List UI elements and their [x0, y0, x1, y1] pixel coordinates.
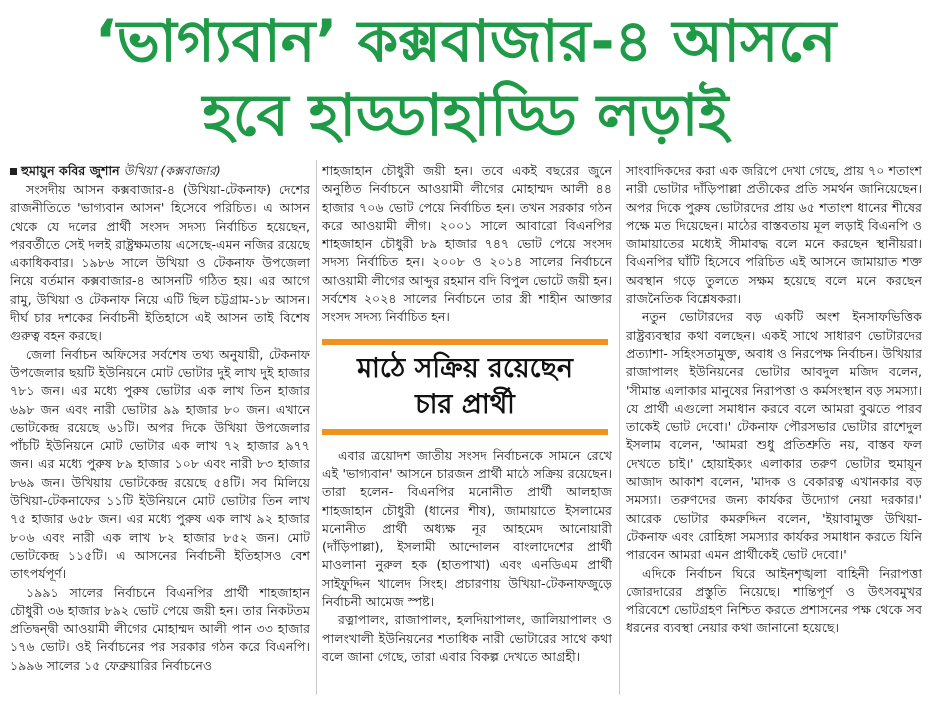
paragraph: জেলা নির্বাচন অফিসের সর্বশেষ তথ্য অনুযায়ী, টেকনাফ উপজেলার ছয়টি ইউনিয়নে মোট ভোটার দুই লাখ দুই হাজার ৭৮১ জন। এর মধ্যে পুরুষ ভোটার এক লাখ তিন হাজার ৬৯৮ জন এবং নারী ভোটার ৯৯ হাজার ৮০ জন। এখানে ভোটকেন্দ্র রয়েছে ৬১টি। অপর দিকে উখিয়া উপজেলার পাঁচটি ইউনিয়নে মোট ভোটার এক লাখ ৭২ হাজার ৯৭৭ জন। এর মধ্যে পুরুষ ৮৯ হাজার ১০৮ এবং নারী ৮৩ হাজার ৮৬৯ জন। উখিয়ায় ভোটকেন্দ্র রয়েছে ৫৪টি। সব মিলিয়ে উখিয়া-টেকনাফের ১১টি ইউনিয়নে মোট ভোটার তিন লাখ ৭৫ হাজার ৬৫৮ জন। এর মধ্যে পুরুষ এক লাখ ৯২ হাজার ৮০৬ এবং নারী এক লাখ ৮২ হাজার ৮৫২ জন। মোট ভোটকেন্দ্র ১১৫টি। এ আসনের নির্বাচনী ইতিহাসও বেশ তাৎপর্যপূর্ণ। — [10, 346, 310, 582]
headline-line-2: হবে হাড্ডাহাড্ডি লড়াই — [202, 81, 729, 149]
paragraph: সংসদীয় আসন কক্সবাজার-৪ (উখিয়া-টেকনাফ) দেশের রাজনীতিতে 'ভাগ্যবান আসন' হিসেবে পরিচিত। এ আসন থেকে যে দলের প্রার্থী সংসদ সদস্য নির্বাচিত হয়েছেন, পরবর্তীতে সেই দলই রাষ্ট্রক্ষমতায় এসেছে-এমন নজির রয়েছে একাধিকবার। ১৯৮৬ সালে উখিয়া ও টেকনাফ উপজেলা নিয়ে বর্তমান কক্সবাজার-৪ আসনটি গঠিত হয়। এর আগে রামু, উখিয়া ও টেকনাফ নিয়ে এটি ছিল চট্টগ্রাম-১৮ আসন। দীর্ঘ চার দশকের নির্বাচনী ইতিহাসে এই আসন তাই বিশেষ গুরুত্ব বহন করছে। — [10, 182, 310, 344]
callout-line-2: চার প্রার্থী — [415, 388, 515, 420]
article-column-1 — [10, 162, 310, 697]
paragraph: শাহজাহান চৌধুরী জয়ী হন। তবে একই বছরের জুনে অনুষ্ঠিত নির্বাচনে আওয়ামী লীগের মোহাম্মদ আলী ৪৪ হাজার ৭০৬ ভোট পেয়ে নির্বাচিত হন। তখন সরকার গঠন করে আওয়ামী লীগ। ২০০১ সালে আবারো বিএনপির শাহজাহান চৌধুরী ৮৯ হাজার ৭৪৭ ভোট পেয়ে সংসদ সদস্য নির্বাচিত হন। ২০০৮ ও ২০১৪ সালের নির্বাচনে আওয়ামী লীগের আব্দুর রহমান বদি বিপুল ভোটে জয়ী হন। সর্বশেষ ২০২৪ সালের নির্বাচনে তার স্ত্রী শাহীন আক্তার সংসদ সদস্য নির্বাচিত হন। — [322, 163, 612, 325]
article-column-3 — [626, 162, 922, 697]
subheading-callout — [322, 339, 608, 435]
column-divider — [316, 160, 317, 695]
paragraph: এদিকে নির্বাচন ঘিরে আইনশৃঙ্খলা বাহিনী নিরাপত্তা জোরদারের প্রস্তুতি নিয়েছে। শান্তিপূর্ণ ও উৎসবমুখর পরিবেশে ভোটগ্রহণ নিশ্চিত করতে প্রশাসনের পক্ষ থেকে সব ধরনের ব্যবস্থা নেয়ার কথা জানানো হয়েছে। — [626, 565, 922, 636]
square-bullet-icon — [10, 168, 17, 175]
paragraph: সাংবাদিকদের করা এক জরিপে দেখা গেছে, প্রায় ৭০ শতাংশ নারী ভোটার দাঁড়িপাল্লা প্রতীকের প্রতি সমর্থন জানিয়েছেন। অপর দিকে পুরুষ ভোটারদের প্রায় ৬৫ শতাংশ ধানের শীষের পক্ষে মত দিয়েছেন। মাঠের বাস্তবতায় মূল লড়াই বিএনপি ও জামায়াতের মধ্যেই সীমাবদ্ধ বলে মনে করছেন স্থানীয়রা। বিএনপির ঘাঁটি হিসেবে পরিচিত এই আসনে জামায়াত শক্ত অবস্থান গড়ে তুলতে সক্ষম হয়েছে বলে মনে করছেন রাজনৈতিক বিশ্লেষকরা। — [626, 163, 922, 307]
byline — [10, 162, 310, 180]
callout-bar-bottom — [322, 429, 608, 435]
byline-author: হুমায়ুন কবির জুশান — [21, 163, 120, 178]
headline-line-1: ‘ভাগ্যবান’ কক্সবাজার-৪ আসনে — [94, 7, 837, 75]
column-divider — [619, 160, 620, 695]
callout-line-1: মাঠে সক্রিয় রয়েছেন — [357, 352, 573, 384]
callout-text — [322, 351, 608, 423]
paragraph: ১৯৯১ সালের নির্বাচনে বিএনপির প্রার্থী শাহজাহান চৌধুরী ৩৬ হাজার ৮৯২ ভোট পেয়ে জয়ী হন। তার নিকটতম প্রতিদ্বন্দ্বী আওয়ামী লীগের মোহাম্মদ আলী পান ৩৩ হাজার ১৭৬ ভোট। ওই নির্বাচনের পর সরকার গঠন করে বিএনপি। ১৯৯৬ সালের ১৫ ফেব্রুয়ারির নির্বাচনেও — [10, 584, 310, 673]
headline — [0, 4, 931, 156]
article-column-2 — [322, 162, 612, 697]
paragraph: রত্নাপালং, রাজাপালং, হলদিয়াপালং, জালিয়াপালং ও পালংখালী ইউনিয়নের শতাধিক নারী ভোটারের সাথে কথা বলে জানা গেছে, তারা এবার বিকল্প দেখতে আগ্রহী। — [322, 612, 612, 664]
paragraph: নতুন ভোটারদের বড় একটি অংশ ইনসাফভিত্তিক রাষ্ট্রব্যবস্থার কথা বলছেন। একই সাথে সাধারণ ভোটারদের প্রত্যাশা- সহিংসতামুক্ত, অবাধ ও নিরপেক্ষ নির্বাচন। উখিয়ার রাজাপালং ইউনিয়নের ভোটার আবদুল মজিদ বলেন, 'সীমান্ত এলাকার মানুষের নিরাপত্তা ও কর্মসংস্থান বড় সমস্যা। যে প্রার্থী এগুলো সমাধান করবে বলে আমরা বুঝতে পারব তাকেই ভোট দেবো।' টেকনাফ পৌরসভার ভোটার রাশেদুল ইসলাম বলেন, 'আমরা শুধু প্রতিশ্রুতি নয়, বাস্তব ফল দেখতে চাই।' হোয়াইক্যং এলাকার তরুণ ভোটার হুমায়ূন আজাদ আকাশ বলেন, 'মাদক ও বেকারত্ব এখানকার বড় সমস্যা। তরুণদের জন্য কার্যকর উদ্যোগ নেয়া দরকার।' আরেক ভোটার কমরুদ্দিন বলেন, 'ইয়াবামুক্ত উখিয়া-টেকনাফ এবং রোহিঙ্গা সমস্যার কার্যকর সমাধান করতে যিনি পারবেন আমরা এমন প্রার্থীকেই ভোট দেবো।' — [626, 309, 922, 563]
paragraph: এবার ত্রয়োদশ জাতীয় সংসদ নির্বাচনকে সামনে রেখে এই 'ভাগ্যবান' আসনে চারজন প্রার্থী মাঠে সক্রিয় রয়েছেন। তারা হলেন- বিএনপির মনোনীত প্রার্থী আলহাজ শাহজাহান চৌধুরী (ধানের শীষ), জামায়াতে ইসলামের মনোনীত প্রার্থী অধ্যক্ষ নূর আহমেদ আনোয়ারী (দাঁড়িপাল্লা), ইসলামী আন্দোলন বাংলাদেশের প্রার্থী মাওলানা নুরুল হক (হাতপাখা) এবং এনডিএম প্রার্থী সাইফুদ্দিন খালেদ সিংহ। প্রচারণায় উখিয়া-টেকনাফজুড়ে নির্বাচনী আমেজ স্পষ্ট। — [322, 447, 612, 610]
callout-bar-top — [322, 339, 608, 345]
byline-location: উখিয়া (কক্সবাজার) — [123, 163, 221, 178]
